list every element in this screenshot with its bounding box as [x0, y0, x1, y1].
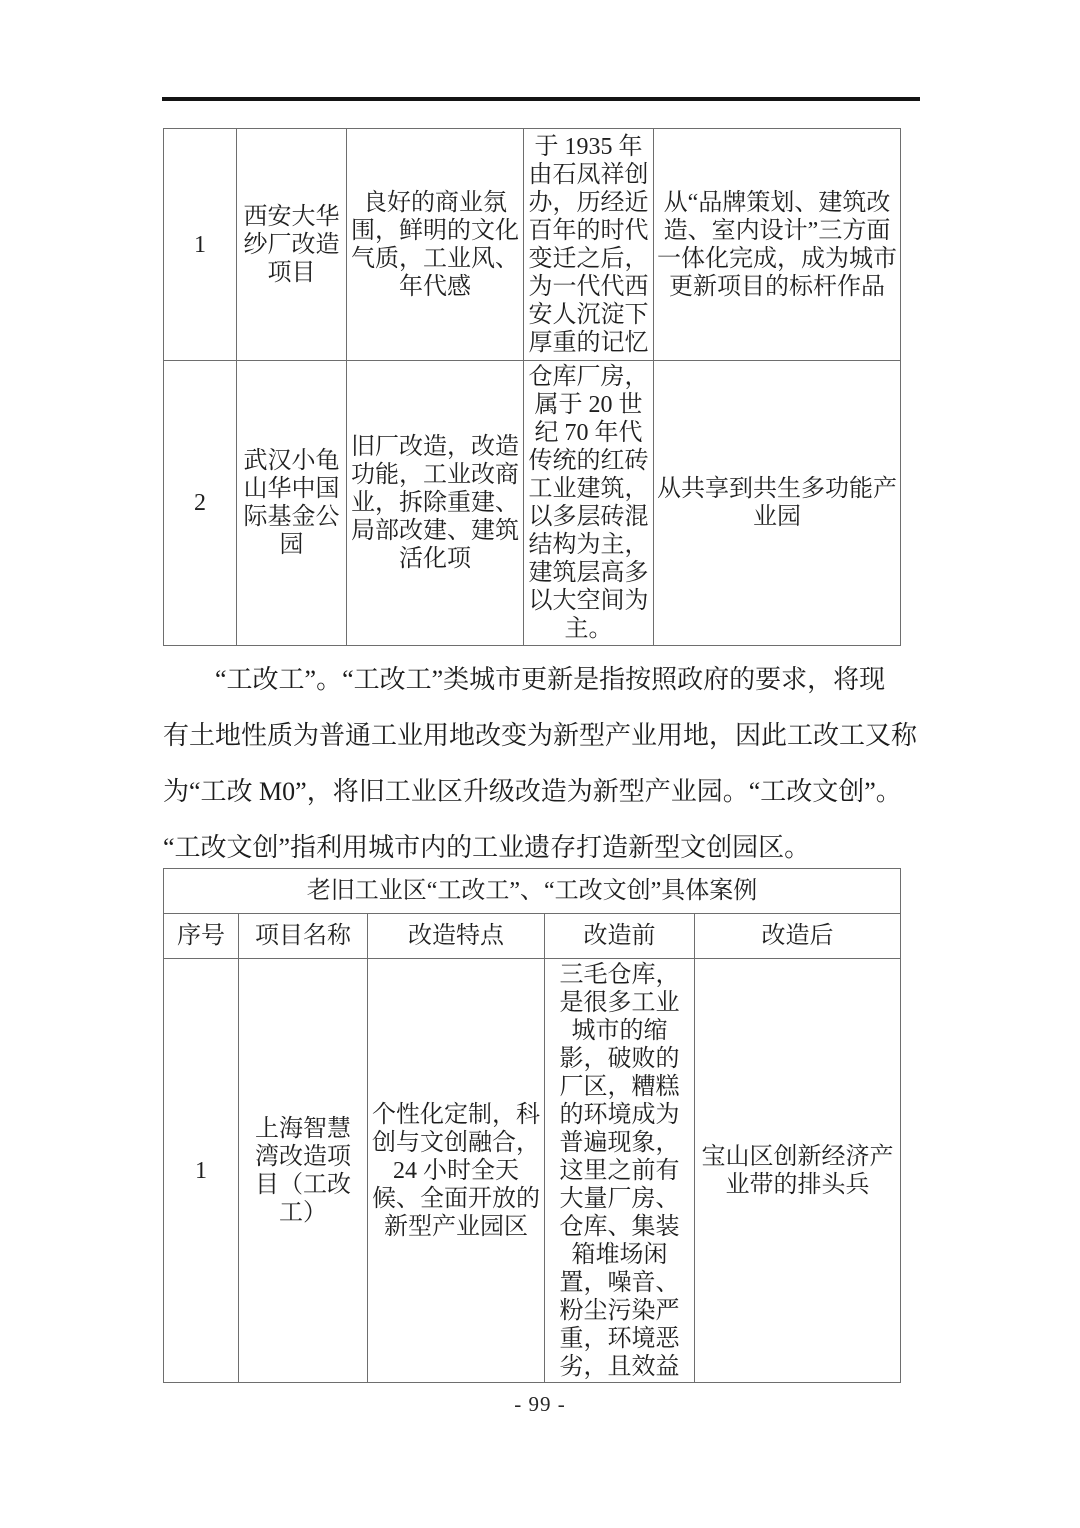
project-name-cell: 上海智慧湾改造项目（工改工）: [239, 959, 368, 1383]
after-cell: 从“品牌策划、建筑改造、室内设计”三方面一体化完成，成为城市更新项目的标杆作品: [654, 129, 901, 361]
after-cell: 从共享到共生多功能产业园: [654, 361, 901, 646]
table-row: [164, 361, 901, 646]
features-cell: 个性化定制，科创与文创融合，24 小时全天候、全面开放的新型产业园区: [368, 959, 545, 1383]
column-header-after: 改造后: [695, 914, 901, 959]
features-cell: 旧厂改造，改造功能，工业改商业，拆除重建、局部改建、建筑活化项: [347, 361, 524, 646]
body-paragraph: [163, 652, 920, 876]
column-header-features: 改造特点: [368, 914, 545, 959]
table-header-row: [164, 914, 901, 959]
row-index-cell: 2: [164, 361, 237, 646]
header-rule: [162, 97, 920, 101]
project-name-cell: 西安大华纱厂改造项目: [237, 129, 347, 361]
projects-table-continued: [163, 128, 901, 646]
column-header-before: 改造前: [545, 914, 695, 959]
features-cell: 良好的商业氛围，鲜明的文化气质，工业风、年代感: [347, 129, 524, 361]
table-title-row: [164, 869, 901, 914]
before-cell: 于 1935 年由石凤祥创办，历经近百年的时代变迁之后，为一代代西安人沉淀下厚重的记忆: [524, 129, 654, 361]
paragraph-line: “工改文创”指利用城市内的工业遗存打造新型文创园区。: [163, 833, 811, 862]
column-header-name: 项目名称: [239, 914, 368, 959]
page-number: - 99 -: [514, 1392, 566, 1416]
table-title: 老旧工业区“工改工”、“工改文创”具体案例: [164, 869, 901, 914]
table-row: [164, 129, 901, 361]
cases-table: [163, 868, 901, 1383]
paragraph-line: 有土地性质为普通工业用地改变为新型产业用地，因此工改工又称: [163, 721, 918, 750]
row-index-cell: 1: [164, 959, 239, 1383]
table-row: [164, 959, 901, 1383]
paragraph-line: 为“工改 M0”，将旧工业区升级改造为新型产业园。“工改文创”。: [163, 777, 902, 806]
row-index-cell: 1: [164, 129, 237, 361]
column-header-no: 序号: [164, 914, 239, 959]
before-cell: 三毛仓库，是很多工业城市的缩影，破败的厂区，糟糕的环境成为普遍现象，这里之前有大量厂房、仓库、集装箱堆场闲置，噪音、粉尘污染严重，环境恶劣，且效益: [545, 959, 695, 1383]
paragraph-line: “工改工”。“工改工”类城市更新是指按照政府的要求，将现: [215, 665, 886, 694]
before-cell: 仓库厂房，属于 20 世纪 70 年代传统的红砖工业建筑，以多层砖混结构为主，建筑层高多以大空间为主。: [524, 361, 654, 646]
after-cell: 宝山区创新经济产业带的排头兵: [695, 959, 901, 1383]
project-name-cell: 武汉小龟山华中国际基金公园: [237, 361, 347, 646]
